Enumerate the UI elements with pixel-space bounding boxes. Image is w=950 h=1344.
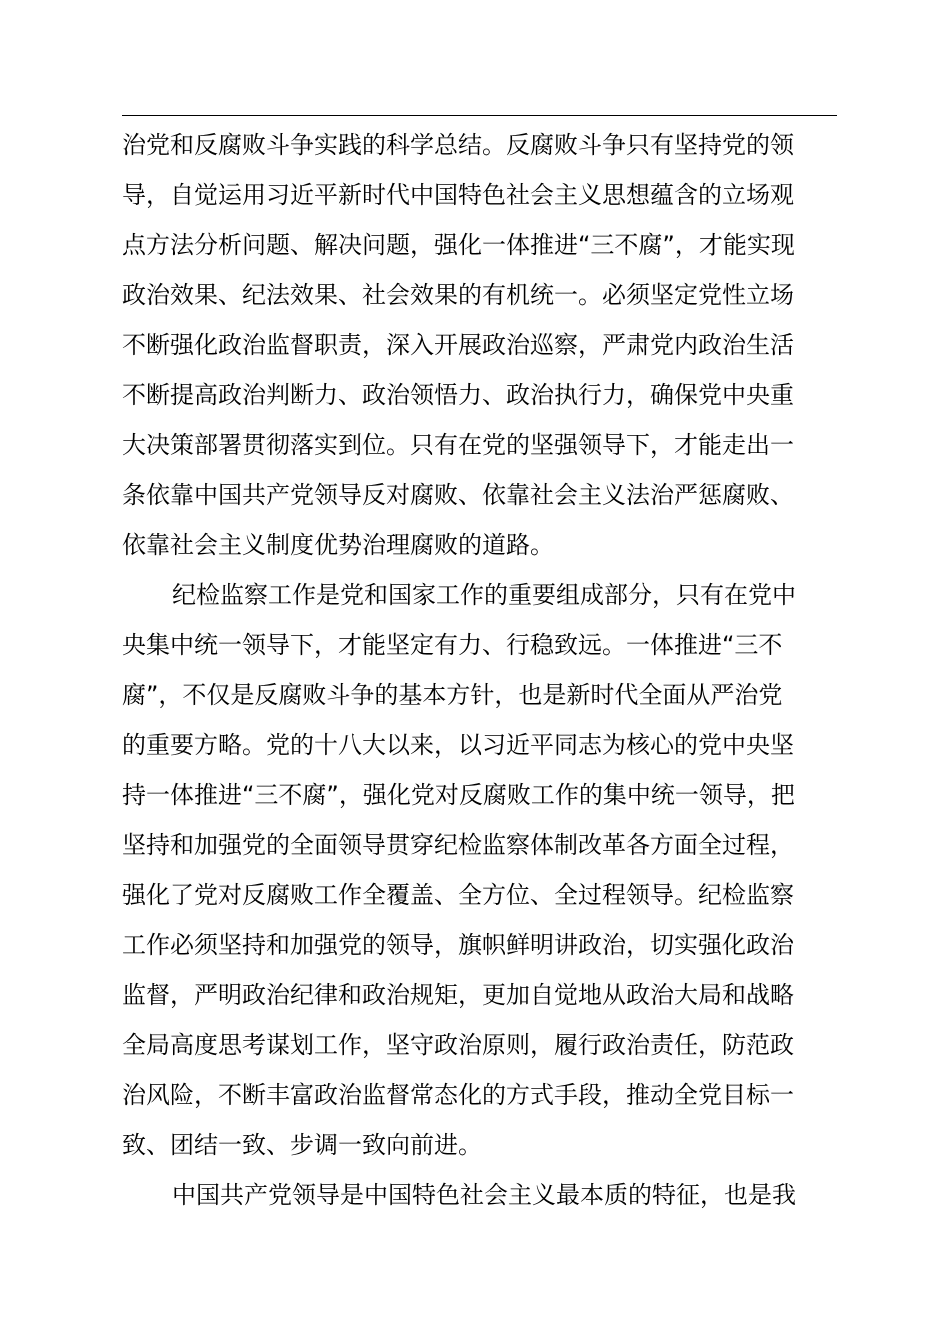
text-line: 腐”，不仅是反腐败斗争的基本方针，也是新时代全面从严治党: [122, 681, 783, 709]
text-line: 致、团结一致、步调一致向前进。: [122, 1131, 482, 1159]
text-line: 的重要方略。党的十八大以来，以习近平同志为核心的党中央坚: [122, 731, 794, 759]
text-line: 工作必须坚持和加强党的领导，旗帜鲜明讲政治，切实强化政治: [122, 931, 794, 959]
text-line: 治风险，不断丰富政治监督常态化的方式手段，推动全党目标一: [122, 1081, 794, 1109]
paragraph-start-line: 纪检监察工作是党和国家工作的重要组成部分，只有在党中: [172, 581, 796, 609]
header-rule: [122, 115, 837, 116]
text-line: 央集中统一领导下，才能坚定有力、行稳致远。一体推进“三不: [122, 631, 783, 659]
paragraph-start-line: 中国共产党领导是中国特色社会主义最本质的特征，也是我: [172, 1181, 796, 1209]
text-line: 不断提高政治判断力、政治领悟力、政治执行力，确保党中央重: [122, 381, 794, 409]
body-text: [122, 120, 840, 1220]
text-line: 导，自觉运用习近平新时代中国特色社会主义思想蕴含的立场观: [122, 181, 794, 209]
text-line: 持一体推进“三不腐”，强化党对反腐败工作的集中统一领导，把: [122, 781, 795, 809]
text-line: 依靠社会主义制度优势治理腐败的道路。: [122, 531, 554, 559]
text-line: 治党和反腐败斗争实践的科学总结。反腐败斗争只有坚持党的领: [122, 131, 794, 159]
text-line: 大决策部署贯彻落实到位。只有在党的坚强领导下，才能走出一: [122, 431, 794, 459]
text-line: 监督，严明政治纪律和政治规矩，更加自觉地从政治大局和战略: [122, 981, 794, 1009]
text-line: 政治效果、纪法效果、社会效果的有机统一。必须坚定党性立场: [122, 281, 794, 309]
text-line: 不断强化政治监督职责，深入开展政治巡察，严肃党内政治生活: [122, 331, 794, 359]
text-line: 全局高度思考谋划工作，坚守政治原则，履行政治责任，防范政: [122, 1031, 794, 1059]
text-line: 强化了党对反腐败工作全覆盖、全方位、全过程领导。纪检监察: [122, 881, 794, 909]
text-line: 条依靠中国共产党领导反对腐败、依靠社会主义法治严惩腐败、: [122, 481, 794, 509]
text-line: 点方法分析问题、解决问题，强化一体推进“三不腐”，才能实现: [122, 231, 795, 259]
text-line: 坚持和加强党的全面领导贯穿纪检监察体制改革各方面全过程，: [122, 831, 794, 859]
